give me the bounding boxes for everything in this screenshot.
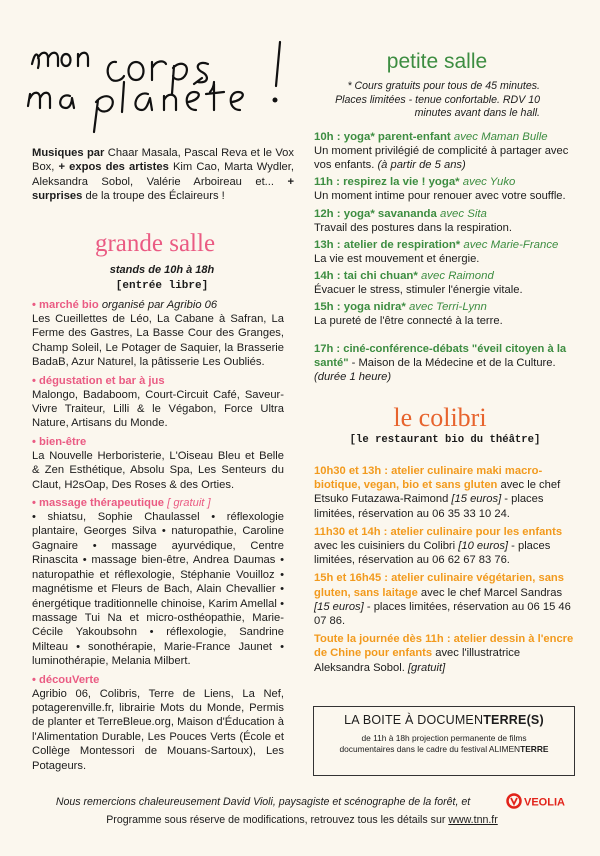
event-item [314, 207, 576, 235]
section-heading: • marché bio [32, 299, 99, 311]
festival-logo [18, 22, 338, 142]
documenterre-desc-b: TERRE [520, 744, 549, 754]
cine-description: - Maison de la Médecine et de la Culture. [348, 357, 556, 370]
workshop-host: avec l'illustratrice Aleksandra Sobol. [314, 647, 521, 674]
event-heading: 12h : yoga* savananda [314, 207, 437, 220]
documenterre-title [314, 713, 574, 727]
section-degustation [32, 374, 284, 431]
workshop-item [314, 632, 578, 675]
section-body: Les Cueillettes de Léo, La Cabane à Safran, La Ferme des Gastres, La Basse Cour des Granges, Champ Soleil, Le Potager de Saquier, la Brasserie BadaB, Azur Naturel, la pâtisserie Les Oubliés. [32, 313, 284, 369]
workshop-item [314, 525, 578, 568]
event-host: avec Marie-France [460, 238, 559, 251]
workshop-heading: 15h et 16h45 : atelier culinaire végétarien, sans gluten, sans laitage [314, 572, 564, 599]
program-notice [28, 814, 576, 826]
surprises-label: surprises [32, 190, 83, 203]
workshop-booking: - places limitées, réservation au 06 35 33 10 24. [314, 493, 544, 520]
section-heading: • dégustation et bar à jus [32, 374, 165, 387]
event-note: (à partir de 5 ans) [377, 159, 466, 172]
documenterre-description [334, 733, 554, 755]
workshop-host: avec le chef Etsuko Futazawa-Raimond [314, 479, 561, 506]
section-body: Malongo, Badaboom, Court-Circuit Café, Saveur-Vivre Traiteur, Lilli & le Végabon, Force Ultra Nature, Artisans du Monde. [32, 388, 284, 430]
section-heading: • bien-être [32, 435, 87, 448]
workshop-heading: Toute la journée dès 11h : atelier dessin à l'encre de Chine pour enfants [314, 633, 574, 660]
event-heading: 10h : yoga* parent-enfant [314, 131, 451, 143]
veolia-wordmark: VEOLIA [524, 796, 565, 809]
event-host: avec Terri-Lynn [405, 301, 487, 314]
thanks-text: Nous remercions chaleureusement David Violi, paysagiste et scénographe de la forêt, et [55, 796, 471, 808]
section-body: Agribio 06, Colibris, Terre de Liens, La Nef, potagerenville.fr, librairie Mots du Monde, Permis de planter et TerreBleue.org, Maison d'Éducation à l'Alimentation Durable, Les Pouces Verts (École et Collège Montessori de Mouans-Sartoux), Les Potageurs. [32, 687, 284, 772]
event-description: Un moment intime pour renouer avec votre souffle. [314, 190, 566, 203]
event-description: La pureté de l'être connecté à la terre. [314, 315, 503, 328]
musiques-label: Musiques par [32, 147, 105, 159]
grande-salle-hours: stands de 10h à 18h [109, 264, 215, 276]
workshop-host: avec les cuisiniers du Colibri [314, 540, 459, 553]
workshop-price: [15 euros] [451, 493, 502, 506]
expos-label: expos des artistes [69, 161, 169, 174]
plus-sign: + [58, 161, 70, 174]
petite-salle-title: petite salle [386, 50, 488, 73]
event-heading: 15h : yoga nidra* [314, 301, 406, 314]
event-heading: 13h : atelier de respiration* [314, 238, 461, 251]
cine-heading: 17h : ciné-conférence-débats "éveil citoyen à la santé" [314, 343, 567, 370]
section-body: La Nouvelle Herboristerie, L'Oiseau Bleu et Belle & Zen Esthétique, Absolu Spa, Les Senteurs du Claut, H2sOap, Des Roses & des Orties. [32, 449, 284, 491]
grande-salle-entry: [entrée libre] [115, 280, 209, 292]
section-heading-extra: organisé par Agribio 06 [98, 299, 218, 311]
event-host: avec Sita [436, 207, 487, 220]
event-description: Travail des postures dans la respiration. [314, 221, 512, 234]
workshop-host: avec le chef Marcel Sandras [417, 586, 563, 599]
workshop-price: [10 euros] [458, 540, 509, 553]
event-description: Un moment privilégié de complicité à partager avec vos enfants. [314, 145, 569, 172]
cine-conference [314, 342, 576, 385]
event-description: La vie est mouvement et énergie. [314, 252, 480, 265]
website-link[interactable]: www.tnn.fr [448, 814, 498, 826]
program-text: Programme sous réserve de modifications, retrouvez tous les détails sur [106, 814, 449, 826]
section-bien-etre [32, 435, 284, 492]
colibri-events [314, 464, 578, 679]
grande-salle-sections [32, 298, 284, 777]
documenterre-title-a: LA BOITE À DOCUMEN [344, 713, 484, 727]
section-massage [32, 496, 284, 668]
surprises-rest: de la troupe des Éclaireurs ! [82, 190, 225, 203]
event-item [314, 238, 576, 266]
plus-sign: + [287, 175, 294, 188]
workshop-heading: 10h30 et 13h : atelier culinaire maki macro-biotique, vegan, bio et sans gluten [314, 465, 543, 492]
workshop-item [314, 464, 578, 521]
section-body: • shiatsu, Sophie Chaulassel • réflexologie plantaire, Georges Silva • naturopathie, Caroline Gagnaire • massage ayurvédique, Centre Rinascita • massage bien-être, Andrea Daumas • naturopathie et réflexologie, Stéphanie Vouilloz • magnétisme et Fleurs de Bach, Alain Chevallier • énergétique traditionnelle chinoise, Karim Amellal • massage Tui Na et micro-osthéopathie, Marie-Cécile Yakoubsohn • réflexologie, Sandrine Milteau • sonothérapie, Marie-France Jaunet • luminothérapie, Melania Milbert. [32, 511, 284, 668]
section-heading: • découVerte [32, 673, 100, 686]
grande-salle-title: grande salle [94, 230, 216, 257]
workshop-price: [15 euros] [314, 600, 364, 613]
colibri-title: le colibri [393, 403, 487, 432]
event-heading: 11h : respirez la vie ! yoga* [314, 176, 460, 189]
cine-duration: (durée 1 heure) [314, 371, 392, 384]
workshop-booking: - places limitées, réservation au 06 62 67 83 76. [314, 540, 551, 567]
documenterre-box [313, 706, 575, 776]
expos-names: Kim Cao, Marta Wydler, Aleksandra Sobol, Valérie Arboireau et... [32, 161, 294, 188]
workshop-heading: 11h30 et 14h : atelier culinaire pour les enfants [314, 525, 563, 538]
event-item [314, 130, 576, 172]
event-item [314, 269, 576, 297]
documenterre-desc-a: de 11h à 18h projection permanente de films documentaires dans le cadre du festival ALIMEN [339, 733, 527, 754]
workshop-booking: - places limitées, réservation au 06 15 46 07 86. [314, 600, 571, 628]
event-host: avec Yuko [459, 176, 516, 189]
petite-salle-events [314, 130, 576, 331]
section-heading-extra: [ gratuit ] [164, 497, 211, 510]
event-host: avec Raimond [417, 270, 494, 283]
musiques-names: Chaar Masala, Pascal Reva et le Vox Box, [32, 147, 294, 174]
section-decouverte [32, 673, 284, 773]
event-item [314, 175, 576, 203]
petite-salle-note: * Cours gratuits pour tous de 45 minutes. Places limitées - tenue confortable. RDV 10 minutes avant dans le hall. [335, 80, 540, 120]
workshop-item [314, 571, 578, 628]
intro-paragraph [32, 146, 294, 204]
documenterre-title-b: TERRE(S) [483, 713, 544, 727]
workshop-price: [gratuit] [407, 661, 446, 674]
event-host: avec Maman Bulle [450, 131, 548, 143]
veolia-logo [506, 792, 576, 810]
section-marche-bio [32, 298, 284, 370]
event-description: Évacuer le stress, stimuler l'énergie vitale. [314, 284, 523, 297]
event-item [314, 300, 576, 328]
colibri-subtitle: [le restaurant bio du théâtre] [349, 434, 541, 446]
event-heading: 14h : tai chi chuan* [314, 270, 418, 283]
section-heading: • massage thérapeutique [32, 497, 164, 510]
